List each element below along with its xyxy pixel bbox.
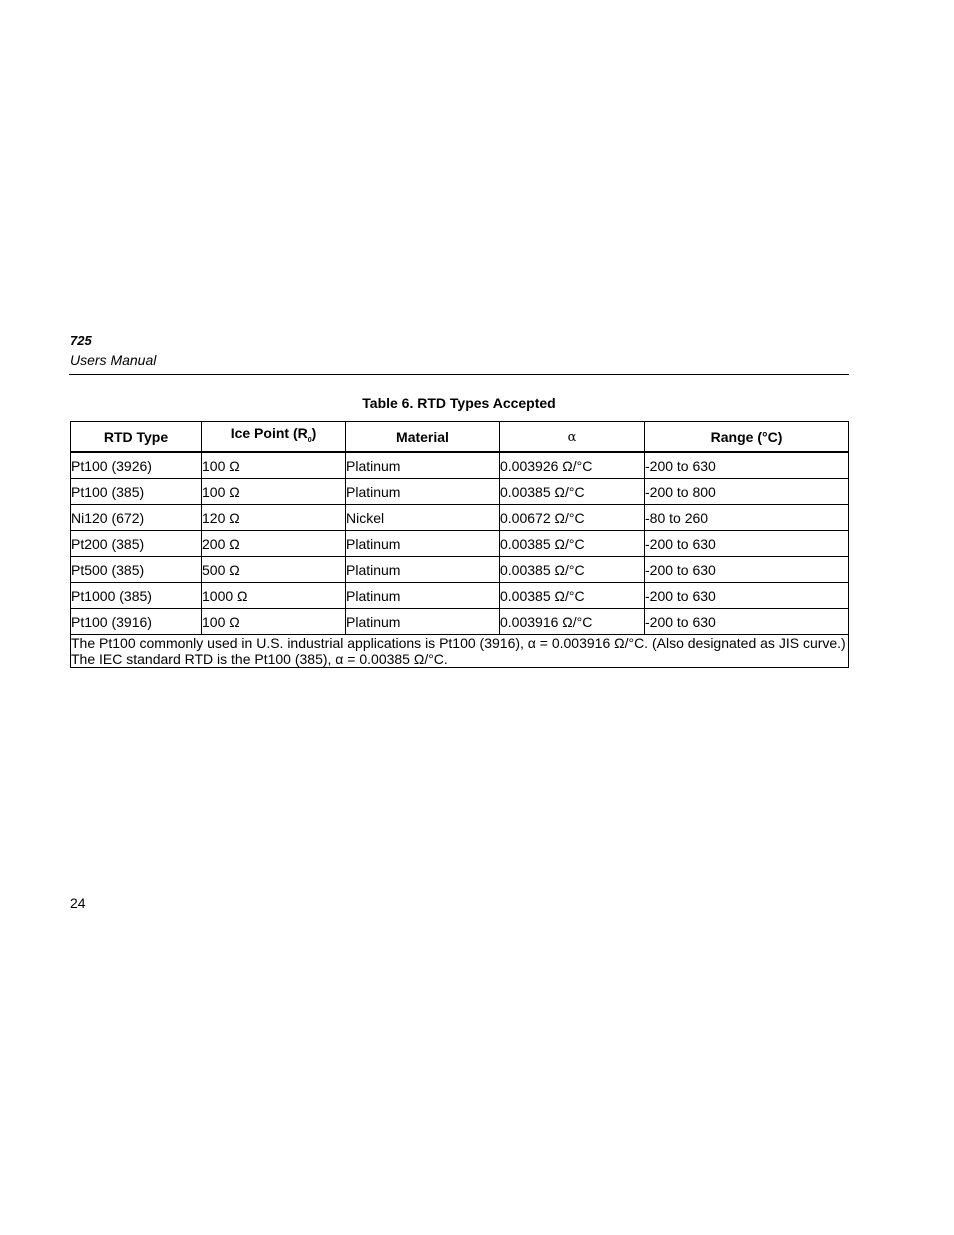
table-row [71, 583, 849, 609]
cell-ice-point: 500 Ω [202, 557, 346, 583]
manual-model-number: 725 [70, 333, 92, 348]
header-ice-point-suffix: ) [311, 424, 317, 441]
cell-material: Platinum [346, 609, 500, 635]
table-title: Table 6. RTD Types Accepted [362, 395, 556, 411]
table-header-row [71, 422, 849, 453]
header-range: Range (°C) [645, 422, 849, 453]
cell-rtd-type: Pt100 (3926) [71, 452, 202, 479]
cell-rtd-type: Pt1000 (385) [71, 583, 202, 609]
table-note-row [71, 635, 849, 668]
cell-rtd-type: Pt200 (385) [71, 531, 202, 557]
cell-alpha: 0.00385 Ω/°C [500, 583, 645, 609]
header-divider [69, 374, 849, 375]
header-rtd-type: RTD Type [71, 422, 202, 453]
cell-alpha: 0.00385 Ω/°C [500, 479, 645, 505]
table-row [71, 505, 849, 531]
cell-alpha: 0.003926 Ω/°C [500, 452, 645, 479]
cell-ice-point: 100 Ω [202, 479, 346, 505]
cell-alpha: 0.00385 Ω/°C [500, 531, 645, 557]
cell-material: Platinum [346, 531, 500, 557]
header-ice-point [202, 422, 346, 453]
cell-rtd-type: Pt500 (385) [71, 557, 202, 583]
header-ice-point-prefix: Ice Point (R [230, 424, 308, 441]
header-alpha [500, 422, 645, 453]
rtd-types-table [70, 421, 849, 668]
cell-material: Nickel [346, 505, 500, 531]
cell-rtd-type: Pt100 (3916) [71, 609, 202, 635]
cell-material: Platinum [346, 583, 500, 609]
cell-rtd-type: Ni120 (672) [71, 505, 202, 531]
cell-range: -200 to 630 [645, 609, 849, 635]
cell-material: Platinum [346, 479, 500, 505]
table-note: The Pt100 commonly used in U.S. industrial applications is Pt100 (3916), α = 0.003916 Ω/°C. (Also designated as JIS curve.) The IEC standard RTD is the Pt100 (385), α = 0.00385 Ω/°C. [71, 635, 849, 668]
cell-range: -200 to 630 [645, 557, 849, 583]
cell-range: -200 to 630 [645, 531, 849, 557]
alpha-symbol: α [567, 429, 577, 445]
cell-material: Platinum [346, 452, 500, 479]
cell-alpha: 0.00385 Ω/°C [500, 557, 645, 583]
header-ice-point-subscript: 0 [307, 436, 312, 444]
cell-range: -80 to 260 [645, 505, 849, 531]
cell-ice-point: 1000 Ω [202, 583, 346, 609]
cell-range: -200 to 800 [645, 479, 849, 505]
cell-ice-point: 100 Ω [202, 609, 346, 635]
page-number: 24 [70, 895, 86, 911]
cell-ice-point: 120 Ω [202, 505, 346, 531]
manual-title: Users Manual [70, 352, 157, 368]
table-row [71, 452, 849, 479]
cell-material: Platinum [346, 557, 500, 583]
cell-range: -200 to 630 [645, 452, 849, 479]
cell-rtd-type: Pt100 (385) [71, 479, 202, 505]
cell-ice-point: 100 Ω [202, 452, 346, 479]
cell-alpha: 0.00672 Ω/°C [500, 505, 645, 531]
header-material: Material [346, 422, 500, 453]
table-row [71, 557, 849, 583]
cell-range: -200 to 630 [645, 583, 849, 609]
cell-alpha: 0.003916 Ω/°C [500, 609, 645, 635]
table-row [71, 479, 849, 505]
table-row [71, 531, 849, 557]
table-row [71, 609, 849, 635]
cell-ice-point: 200 Ω [202, 531, 346, 557]
